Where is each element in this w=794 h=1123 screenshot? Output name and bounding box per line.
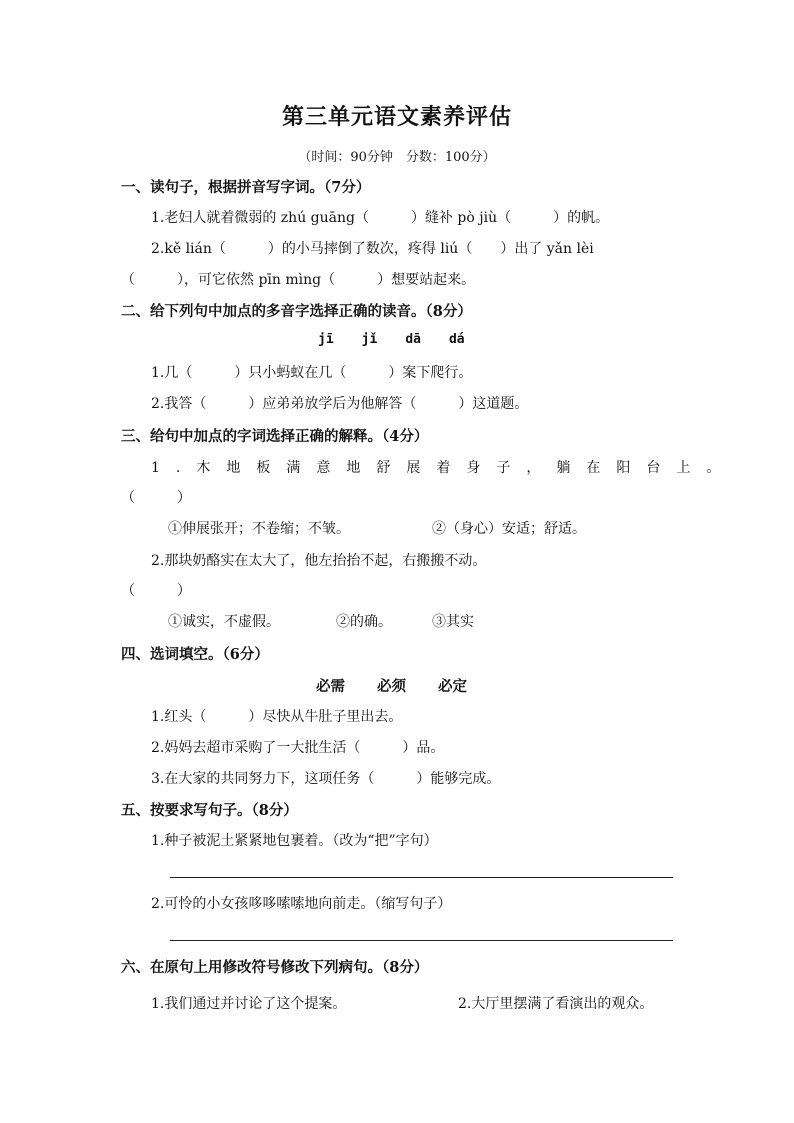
pinyin-option: dā xyxy=(405,332,421,347)
answer-line-2 xyxy=(170,940,673,941)
pinyin-option: dá xyxy=(448,332,465,347)
s3-option-1a: ①伸展张开；不卷缩；不皱。 xyxy=(168,521,350,537)
s6-question-2: 2.大厅里摆满了看演出的观众。 xyxy=(458,996,654,1012)
section-4-heading: 四、选词填空。（6分） xyxy=(121,646,269,663)
s3-answer-blank-1: （ ） xyxy=(121,490,191,506)
s2-question-1: 1.几（ ）只小蚂蚁在几（ ）案下爬行。 xyxy=(151,365,473,381)
s2-question-2: 2.我答（ ）应弟弟放学后为他解答（ ）这道题。 xyxy=(151,396,529,412)
s3-option-2c: ③其实 xyxy=(432,614,474,630)
s1-question-2-cont: （ ），可它依然 pīn mìng（ ）想要站起来。 xyxy=(121,272,476,288)
word-bank xyxy=(316,675,467,696)
s3-option-2b: ②的确。 xyxy=(336,614,392,630)
s3-option-2a: ①诚实，不虚假。 xyxy=(168,614,280,630)
pinyin-option: jǐ xyxy=(361,332,378,347)
s1-question-1: 1.老妇人就着微弱的 zhú guāng（ ）缝补 pò jiù（ ）的帆。 xyxy=(151,210,610,226)
word-option: 必定 xyxy=(438,678,467,695)
s5-question-2: 2.可怜的小女孩哆哆嗦嗦地向前走。（缩写句子） xyxy=(151,896,452,912)
s1-question-2: 2.kě lián（ ）的小马摔倒了数次，疼得 liú（ ）出了 yǎn lèi xyxy=(151,241,594,257)
s3-question-1: 1.木地板满意地舒展着身子，躺在阳台上。 xyxy=(151,460,737,476)
section-5-heading: 五、按要求写句子。（8分） xyxy=(121,802,298,819)
pinyin-options xyxy=(318,332,465,347)
answer-line-1 xyxy=(170,877,673,878)
section-2-heading: 二、给下列句中加点的多音字选择正确的读音。（8分） xyxy=(121,303,472,320)
s4-question-1: 1.红头（ ）尽快从牛肚子里出去。 xyxy=(151,709,403,725)
s3-question-2: 2.那块奶酪实在太大了，他左抬抬不起，右搬搬不动。 xyxy=(151,553,487,569)
word-option: 必须 xyxy=(377,678,406,695)
word-option: 必需 xyxy=(316,678,345,695)
page-title: 第三单元语文素养评估 xyxy=(281,104,512,130)
s6-question-1: 1.我们通过并讨论了这个提案。 xyxy=(151,996,347,1012)
section-3-heading: 三、给句中加点的字词选择正确的解释。（4分） xyxy=(121,428,429,445)
section-6-heading: 六、在原句上用修改符号修改下列病句。（8分） xyxy=(121,959,429,976)
s3-answer-blank-2: （ ） xyxy=(121,583,191,599)
s4-question-2: 2.妈妈去超市采购了一大批生活（ ）品。 xyxy=(151,740,445,756)
section-1-heading: 一、读句子，根据拼音写字词。（7分） xyxy=(121,179,371,196)
s3-option-1b: ②（身心）安适；舒适。 xyxy=(432,521,586,537)
s5-question-1: 1.种子被泥土紧紧地包裹着。（改为“把”字句） xyxy=(151,833,438,849)
pinyin-option: jī xyxy=(318,332,334,347)
exam-info: （时间：90分钟 分数：100分） xyxy=(298,150,496,165)
s4-question-3: 3.在大家的共同努力下，这项任务（ ）能够完成。 xyxy=(151,771,501,787)
